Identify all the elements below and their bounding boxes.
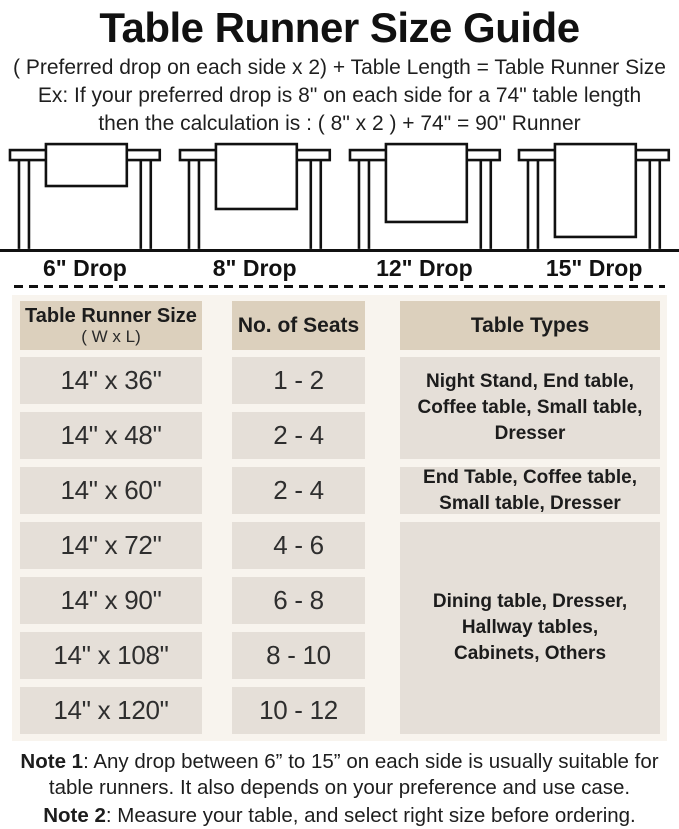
column-runner-size [20,301,202,734]
note-label: Note 2 [43,804,106,827]
note-line [4,803,675,829]
note-text: : Any drop between 6” to 15” on each side is usually suitable for table runners. It also depends on your preference and use case. [48,750,659,799]
dashed-divider [14,285,665,288]
table-types-text: Night Stand, End table, Coffee table, Small table, Dresser [417,371,643,444]
table-runner-illustration [340,142,510,249]
runner-shape [555,144,636,237]
runner-size-cell: 14" x 120" [20,687,202,734]
table-types-text: End Table, Coffee table, Small table, Dresser [423,466,637,514]
seats-cell: 8 - 10 [232,632,365,679]
seats-cell: 2 - 4 [232,412,365,459]
table-types-cell [400,467,660,514]
runner-shape [385,144,466,222]
column-header-size [20,301,202,350]
runner-size-cell: 14" x 90" [20,577,202,624]
drop-illustrations [0,142,679,249]
formula-text: ( Preferred drop on each side x 2) + Table Length = Table Runner Size [13,56,666,79]
column-header-size-title: Table Runner Size [25,305,197,327]
column-header-types-title: Table Types [470,313,590,337]
runner-size-cell: 14" x 48" [20,412,202,459]
note-line [4,749,675,801]
drop-label: 12" Drop [376,255,473,281]
table-runner-illustration [170,142,340,249]
column-table-types [400,301,660,734]
runner-size-cell: 14" x 60" [20,467,202,514]
drop-label: 8" Drop [212,255,297,281]
seats-cell: 1 - 2 [232,357,365,404]
note-label: Note 1 [20,750,84,773]
example-line-1: Ex: If your preferred drop is 8" on each side for a 74" table length [37,84,642,107]
drop-label: 6" Drop [43,255,127,281]
column-seats [232,301,365,734]
example-line-2: then the calculation is : ( 8" x 2 ) + 74" = 90" Runner [98,112,581,135]
runner-size-cell: 14" x 108" [20,632,202,679]
seats-cell: 2 - 4 [232,467,365,514]
table-types-cell [400,357,660,459]
table-runner-illustration [509,142,679,249]
seats-cell: 10 - 12 [232,687,365,734]
runner-shape [46,144,127,186]
table-types-cell [400,522,660,734]
runner-size-cell: 14" x 36" [20,357,202,404]
seats-cell: 4 - 6 [232,522,365,569]
runner-size-cell: 14" x 72" [20,522,202,569]
column-header-size-subtitle: ( W x L) [81,327,141,346]
column-header-seats [232,301,365,350]
seats-cell: 6 - 8 [232,577,365,624]
runner-shape [216,144,297,209]
size-table [12,295,667,741]
table-runner-illustration [0,142,170,249]
table-types-text: Dining table, Dresser, Hallway tables, Cabinets, Others [432,591,628,664]
note-text: : Measure your table, and select right size before ordering. [105,804,636,827]
drop-labels [0,252,679,285]
drop-label: 15" Drop [545,255,643,281]
notes [0,749,679,829]
page-title: Table Runner Size Guide [99,4,580,51]
column-header-seats-title: No. of Seats [237,313,360,337]
column-header-types [400,301,660,350]
